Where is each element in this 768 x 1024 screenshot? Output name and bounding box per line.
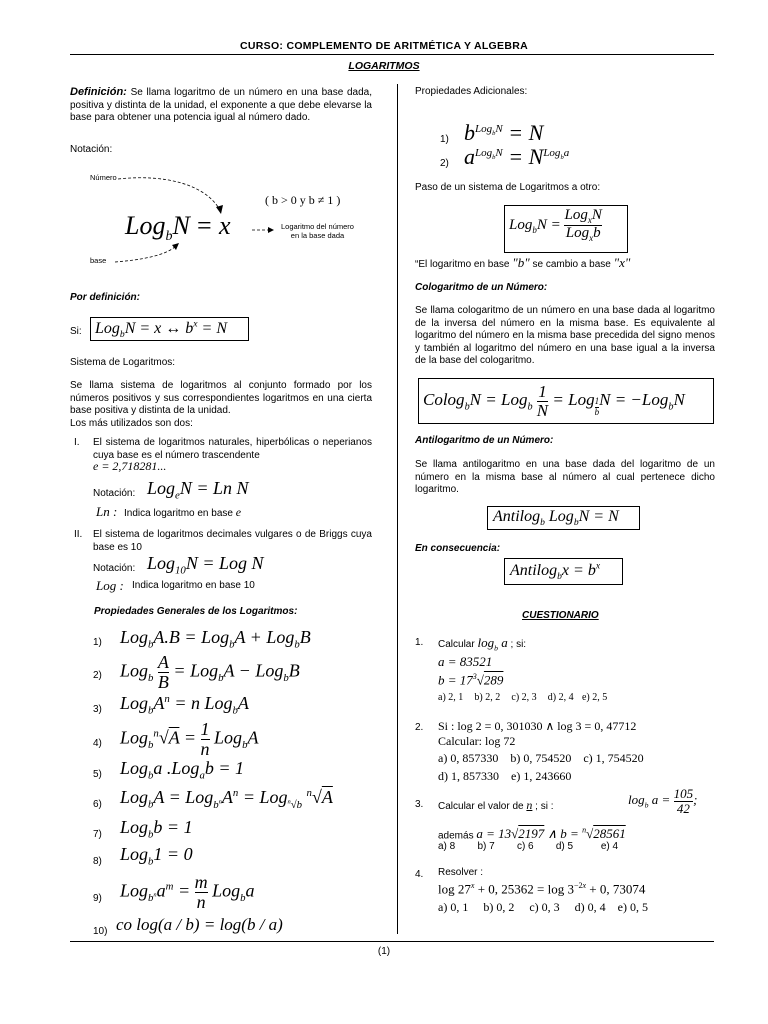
item-ii-text: El sistema de logaritmos decimales vulgares o de Briggs cuya base es 10 bbox=[93, 529, 372, 553]
consequence-box: Antilog$_b$x = $b^x$ bbox=[504, 558, 623, 585]
antilogarithm-title: Antilogaritmo de un Número: bbox=[415, 435, 554, 446]
q3-options bbox=[438, 841, 618, 854]
prop-9-formula: $Log_{b^n}a^m$ = $\frac{m}{n}$ Log$_b$a bbox=[120, 872, 255, 912]
change-base-box: Log$_b$N = $\frac{Log_xN}{Log_xb}$ bbox=[504, 205, 628, 253]
q1-option-d[interactable]: d) 2, 4 bbox=[547, 692, 574, 703]
label-log-number: Logaritmo del número en la base dada bbox=[281, 222, 354, 240]
main-formula: Log$_b$N = x bbox=[125, 211, 231, 245]
add-prop-2-number: 2) bbox=[440, 158, 449, 169]
label-base: base bbox=[90, 256, 107, 265]
q4-statement: Resolver : bbox=[438, 867, 484, 878]
additional-props-title: Propiedades Adicionales: bbox=[415, 86, 528, 97]
sistema-text: Se llama sistema de logaritmos al conjunto formado por los números positivos y sus correspondientes logaritmos en una cierta base positiva y distinta de la unidad. Los más utilizados son dos: bbox=[70, 380, 372, 429]
prop-3-number: 3) bbox=[93, 704, 102, 715]
questionnaire-title: CUESTIONARIO bbox=[522, 610, 599, 621]
notation-ii-label: Notación: bbox=[93, 563, 136, 574]
prop-4-formula: Log$_b^n$√A = $\frac{1}{n}$ Log$_b$A bbox=[120, 719, 259, 759]
q2-option-e[interactable]: e) 1, 243660 bbox=[511, 769, 572, 783]
page-number: (1) bbox=[377, 946, 391, 957]
label-numero: Número bbox=[90, 173, 117, 182]
q2-number: 2. bbox=[415, 722, 424, 733]
prop-1-formula: Log$_b$A.B = Log$_b$A + Log$_b$B bbox=[120, 627, 311, 651]
prop-5-number: 5) bbox=[93, 769, 102, 780]
prop-3-formula: $Log_bA^n = n$ Log$_b$A bbox=[120, 693, 249, 717]
course-header bbox=[0, 40, 768, 52]
q3-option-d[interactable]: d) 5 bbox=[555, 841, 574, 852]
header-rule bbox=[70, 54, 714, 55]
q4-option-a[interactable]: a) 0, 1 bbox=[438, 900, 469, 914]
q4-options bbox=[438, 901, 648, 914]
q3-expression: $\log_b a$ = $\frac{105}{42}$ ; bbox=[628, 786, 698, 816]
q1-option-a[interactable]: a) 2, 1 bbox=[438, 692, 464, 703]
sistema-title: Sistema de Logaritmos: bbox=[70, 357, 176, 368]
prop-5-formula: Log$_b$a .Log$_a$b = 1 bbox=[120, 758, 244, 782]
definition-text: Se llama logaritmo de un número en una base dada, positiva y distinta de la unidad, el exponente a que debe elevarse la base para obtener una potencia igual al número dado. bbox=[70, 87, 373, 123]
notation-label: Notación: bbox=[70, 144, 113, 155]
base-condition: ( b > 0 y b ≠ 1 ) bbox=[265, 193, 341, 207]
q1-b-value: $b = 17^3√289$ bbox=[438, 672, 504, 688]
q2-option-d[interactable]: d) 1, 857330 bbox=[438, 769, 499, 783]
prop-7-formula: Log$_b$b = 1 bbox=[120, 817, 193, 841]
log-text: Indica logaritmo en base 10 bbox=[132, 580, 255, 591]
q4-option-b[interactable]: b) 0, 2 bbox=[483, 900, 515, 914]
item-i-text: El sistema de logaritmos naturales, hiperbólicas o neperianos cuya base es el número trascendente bbox=[93, 437, 372, 461]
prop-10-formula: co log(a / b) = log(b / a) bbox=[116, 915, 283, 934]
q2-option-c[interactable]: c) 1, 754520 bbox=[583, 751, 644, 765]
change-base-note: “El logaritmo en base "b" se cambio a base "x" bbox=[415, 255, 631, 270]
prop-6-number: 6) bbox=[93, 799, 102, 810]
definition-formula-box: Log$_b$N = x ↔ $b^x = N$ bbox=[90, 317, 249, 341]
prop-2-number: 2) bbox=[93, 670, 102, 681]
si-label: Si: bbox=[70, 326, 82, 337]
q3-option-b[interactable]: b) 7 bbox=[477, 841, 495, 852]
q4-option-c[interactable]: c) 0, 3 bbox=[529, 900, 560, 914]
q3-statement: Calcular el valor de n ; si : bbox=[438, 798, 554, 812]
item-i-formula: Log$_e$N = Ln N bbox=[147, 478, 249, 502]
q2-options-row2 bbox=[438, 770, 571, 783]
q1-option-e[interactable]: e) 2, 5 bbox=[581, 692, 608, 703]
q2-calc: Calcular: log 72 bbox=[438, 734, 516, 748]
ln-symbol: Ln : bbox=[96, 504, 118, 519]
course-label: CURSO: bbox=[240, 40, 284, 52]
prop-4-number: 4) bbox=[93, 738, 102, 749]
por-definicion-title: Por definición: bbox=[70, 292, 140, 303]
log-symbol: Log : bbox=[96, 578, 124, 593]
prop-6-formula: $Log_bA = Log_{b^n}A^n = Log_{^n√b}$ $^n$√A bbox=[120, 787, 333, 811]
q2-statement: Si : log 2 = 0, 301030 ∧ log 3 = 0, 47712 bbox=[438, 719, 637, 733]
prop-8-number: 8) bbox=[93, 856, 102, 867]
notation-i-label: Notación: bbox=[93, 488, 136, 499]
q3-option-a[interactable]: a) 8 bbox=[438, 841, 456, 852]
properties-title: Propiedades Generales de los Logaritmos: bbox=[94, 606, 298, 617]
prop-9-number: 9) bbox=[93, 893, 102, 904]
q3-option-e[interactable]: e) 4 bbox=[600, 841, 619, 852]
item-i-number: I. bbox=[74, 437, 80, 448]
q1-option-c[interactable]: c) 2, 3 bbox=[511, 692, 537, 703]
prop-8-formula: Log$_b$1 = 0 bbox=[120, 844, 193, 868]
cologarithm-title: Cologaritmo de un Número: bbox=[415, 282, 548, 293]
item-ii-number: II. bbox=[74, 529, 83, 540]
q1-number: 1. bbox=[415, 637, 424, 648]
add-prop-2-formula: $a^{Log_bN} = N^{Log_ba}$ bbox=[464, 144, 570, 169]
consequence-title: En consecuencia: bbox=[415, 543, 501, 554]
prop-7-number: 7) bbox=[93, 829, 102, 840]
q3-ademas: además a = 13√2197 ∧ b = $^n$√28561 bbox=[438, 826, 626, 842]
item-ii-formula: Log$_{10}$N = Log N bbox=[147, 553, 264, 577]
definition-paragraph bbox=[70, 86, 372, 125]
q1-options bbox=[438, 692, 607, 705]
prop-2-formula: Log$_b$ $\frac{A}{B}$ = Log$_b$A − Log$_b$B bbox=[120, 652, 300, 692]
definition-title: Definición: bbox=[70, 86, 127, 98]
q1-statement: Calcular $\log_b a$ ; si: bbox=[438, 635, 527, 653]
q1-option-b[interactable]: b) 2, 2 bbox=[474, 692, 501, 703]
cologarithm-text: Se llama cologaritmo de un número en una base dada al logaritmo de la inversa del número en la misma base. Es equivalente al logaritmo del número en la misma base precedida del signo menos y también al logaritmo del número en una base igual a la inversa de la base del cologaritmo. bbox=[415, 305, 715, 366]
q1-a-value: a = 83521 bbox=[438, 654, 493, 669]
change-base-title: Paso de un sistema de Logaritmos a otro: bbox=[415, 182, 601, 193]
add-prop-1-number: 1) bbox=[440, 134, 449, 145]
prop-1-number: 1) bbox=[93, 637, 102, 648]
course-name: COMPLEMENTO DE ARITMÉTICA Y ALGEBRA bbox=[286, 40, 528, 52]
page-title: LOGARITMOS bbox=[348, 60, 420, 72]
cologarithm-box: Colog$_b$N = Log$_b$ $\frac{1}{N}$ = Log $_{\frac{1}{b}}$ N = −Log$_b$N bbox=[418, 378, 714, 424]
q4-expression: $\log 27^x + 0$, $25362 = \log 3^{-2x} + 0$, 73074 bbox=[438, 881, 646, 897]
q4-option-d[interactable]: d) 0, 4 bbox=[574, 900, 606, 914]
add-prop-1-formula: $b^{Log_bN} = N$ bbox=[464, 120, 544, 145]
prop-10-number: 10) bbox=[93, 926, 108, 937]
antilogarithm-text: Se llama antilogaritmo en una base dada del logaritmo de un número en la misma base al número al cual pertenece dicho logaritmo. bbox=[415, 459, 715, 495]
q2-option-b[interactable]: b) 0, 754520 bbox=[510, 751, 572, 765]
antilogarithm-box: Antilog$_b$ Log$_b$N = N bbox=[487, 506, 640, 530]
column-divider bbox=[397, 84, 398, 934]
ln-text: Indica logaritmo en base e bbox=[124, 505, 242, 519]
q2-options-row1 bbox=[438, 752, 644, 765]
footer-rule bbox=[70, 941, 714, 942]
q3-number: 3. bbox=[415, 799, 424, 810]
e-value: e = 2,718281... bbox=[93, 459, 167, 473]
q2-option-a[interactable]: a) 0, 857330 bbox=[438, 751, 499, 765]
q4-number: 4. bbox=[415, 869, 424, 880]
q4-option-e[interactable]: e) 0, 5 bbox=[617, 900, 648, 914]
q3-option-c[interactable]: c) 6 bbox=[516, 841, 534, 852]
